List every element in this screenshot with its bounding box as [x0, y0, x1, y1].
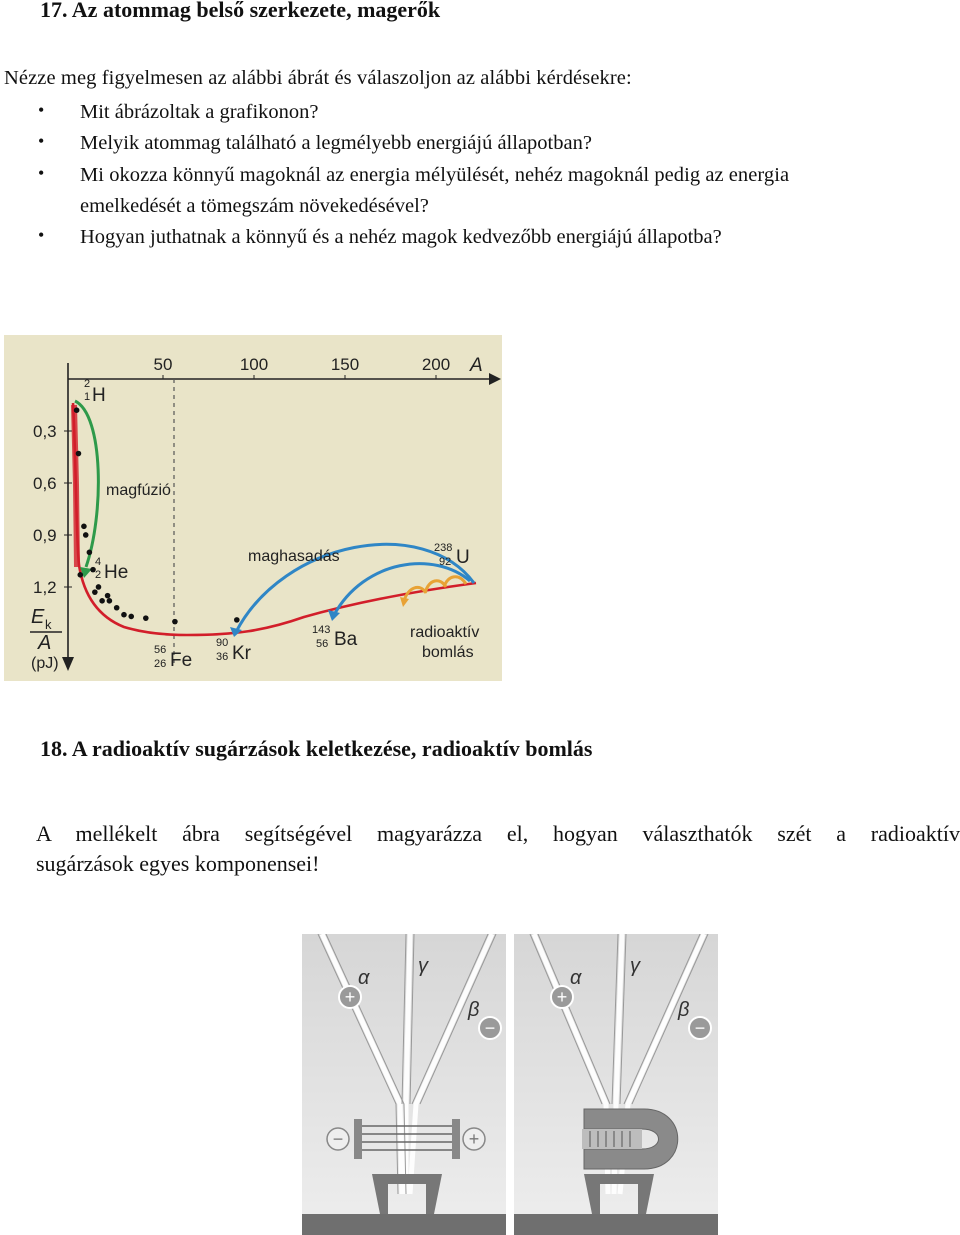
alpha-label: α: [570, 967, 582, 989]
y-tick-label: 0,9: [33, 526, 57, 545]
question-item-continued: emelkedését a tömegszám növekedésével?: [80, 195, 429, 217]
y-label-unit: (pJ): [31, 655, 59, 672]
magnetic-field-panel: [514, 934, 718, 1235]
data-point: [105, 593, 111, 599]
radiation-separation-figure: [302, 934, 718, 1235]
y-tick-label: 0,6: [33, 474, 57, 493]
label-U-mass: 238: [434, 542, 453, 554]
section-18-heading: 18. A radioaktív sugárzások keletkezése, radioaktív bomlás: [40, 736, 593, 761]
label-U-symbol: U: [456, 547, 470, 568]
annotation-fusion: magfúzió: [106, 482, 171, 499]
data-point: [81, 524, 87, 530]
question-item: Melyik atommag található a legmélyebb energiájú állapotban?: [80, 132, 592, 154]
electric-field-panel: [302, 934, 506, 1235]
label-Ba-mass: 143: [312, 624, 331, 636]
annotation-decay-2: bomlás: [422, 644, 474, 661]
data-point: [143, 615, 149, 621]
beta-label: β: [678, 999, 690, 1021]
label-Ba-charge: 56: [316, 638, 329, 650]
label-H-mass: 2: [84, 378, 91, 390]
label-Fe-symbol: Fe: [170, 650, 193, 671]
plus-electrode-sign: +: [468, 1129, 480, 1149]
data-point: [107, 598, 113, 604]
data-point: [74, 407, 80, 413]
x-tick-label: 150: [330, 355, 360, 374]
x-tick-label: 200: [421, 355, 451, 374]
label-Fe-mass: 56: [154, 644, 167, 656]
label-U-charge: 92: [439, 556, 452, 568]
data-point: [172, 619, 178, 625]
beta-charge-sign: −: [484, 1018, 496, 1038]
x-axis-label: A: [470, 355, 483, 376]
intro-text: Nézze meg figyelmesen az alábbi ábrát és válaszoljon az alábbi kérdésekre:: [4, 67, 632, 89]
data-point: [114, 605, 120, 611]
x-tick-label: 100: [239, 355, 269, 374]
y-tick-label: 0,3: [33, 422, 57, 441]
alpha-label: α: [358, 967, 370, 989]
label-H-charge: 1: [84, 391, 91, 403]
label-He-charge: 2: [95, 569, 102, 581]
annotation-decay-1: radioaktív: [410, 624, 480, 641]
label-Kr-mass: 90: [216, 637, 229, 649]
data-point: [87, 550, 93, 556]
bullet: •: [38, 131, 45, 151]
data-point: [99, 598, 105, 604]
alpha-charge-sign: +: [344, 987, 356, 1007]
question-item: Mit ábrázoltak a grafikonon?: [80, 101, 319, 123]
label-Fe-charge: 26: [154, 658, 167, 670]
label-Ba-symbol: Ba: [334, 629, 358, 650]
label-He-mass: 4: [95, 556, 102, 568]
x-tick-label: 50: [153, 355, 173, 374]
data-point: [121, 612, 127, 618]
gamma-label: γ: [418, 955, 428, 977]
data-point: [234, 617, 240, 623]
beta-charge-sign: −: [694, 1018, 706, 1038]
data-point: [128, 614, 134, 620]
beta-label: β: [468, 999, 480, 1021]
y-tick-label: 1,2: [33, 578, 57, 597]
light-nuclei-band: [74, 405, 77, 567]
gamma-label: γ: [630, 955, 640, 977]
paragraph-line-1: A mellékelt ábra segítségével magyarázza el, hogyan választhatók szét a radioaktív: [36, 821, 960, 846]
data-point: [83, 532, 89, 538]
section-17-heading: 17. Az atommag belső szerkezete, magerők: [40, 0, 441, 22]
label-He-symbol: He: [104, 562, 129, 583]
bullet: •: [38, 100, 45, 120]
label-Kr-symbol: Kr: [232, 643, 251, 664]
alpha-charge-sign: +: [556, 987, 568, 1007]
data-point: [96, 584, 102, 590]
y-label-numerator: E: [31, 606, 45, 628]
section-18-paragraph: [36, 819, 960, 879]
label-H-symbol: H: [92, 385, 106, 406]
y-label-denominator: A: [38, 632, 52, 654]
data-point: [92, 589, 98, 595]
question-item: Mi okozza könnyű magoknál az energia mélyülését, nehéz magoknál pedig az energia: [80, 164, 790, 186]
label-Kr-charge: 36: [216, 651, 229, 663]
bullet: •: [38, 163, 45, 183]
annotation-fission: maghasadás: [248, 548, 340, 565]
paragraph-line-2: sugárzások egyes komponensei!: [36, 851, 320, 876]
bullet: •: [38, 225, 45, 245]
question-item: Hogyan juthatnak a könnyű és a nehéz magok kedvezőbb energiájú állapotba?: [80, 226, 722, 248]
y-label-subscript: k: [45, 617, 52, 632]
binding-energy-chart: [4, 335, 502, 681]
data-point: [77, 572, 83, 578]
data-point: [76, 451, 82, 457]
minus-electrode-sign: −: [332, 1129, 344, 1149]
